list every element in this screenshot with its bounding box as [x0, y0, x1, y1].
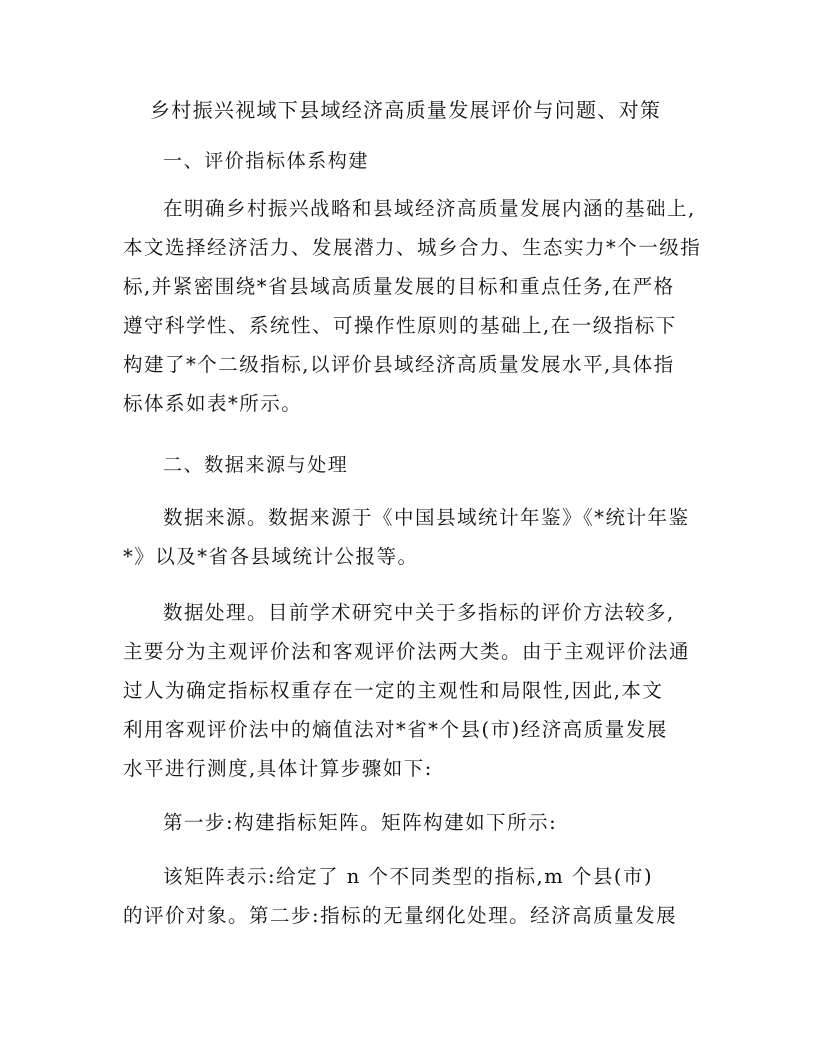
section-heading-evaluation-index-system: 一、评价指标体系构建	[163, 150, 370, 172]
paragraph-data-processing	[123, 593, 703, 788]
paragraph-line: 标,并紧密围绕*省县域高质量发展的目标和重点任务,在严格	[123, 275, 675, 298]
paragraph-index-system	[123, 189, 703, 423]
paragraph-line: 数据处理。目前学术研究中关于多指标的评价方法较多,	[163, 601, 675, 624]
paragraph-line: 水平进行测度,具体计算步骤如下:	[123, 757, 433, 780]
paragraph-line: 利用客观评价法中的熵值法对*省*个县(市)经济高质量发展	[123, 718, 668, 741]
paragraph-line: 过人为确定指标权重存在一定的主观性和局限性,因此,本文	[123, 679, 664, 702]
paragraph-line: 的评价对象。第二步:指标的无量纲化处理。经济高质量发展	[123, 904, 678, 927]
paragraph-line: 第一步:构建指标矩阵。矩阵构建如下所示:	[163, 811, 558, 834]
document-title: 乡村振兴视域下县域经济高质量发展评价与问题、对策	[150, 98, 662, 122]
paragraph-line: 数据来源。数据来源于《中国县域统计年鉴》《*统计年鉴	[163, 506, 690, 529]
paragraph-line: *》以及*省各县域统计公报等。	[123, 545, 419, 568]
paragraph-line: 主要分为主观评价法和客观评价法两大类。由于主观评价法通	[123, 640, 691, 663]
section-heading-data-source: 二、数据来源与处理	[163, 454, 349, 476]
paragraph-line: 构建了*个二级指标,以评价县域经济高质量发展水平,具体指	[123, 353, 675, 376]
paragraph-line: 在明确乡村振兴战略和县域经济高质量发展内涵的基础上,	[163, 197, 696, 220]
paragraph-line: 该矩阵表示:给定了 n 个不同类型的指标,m 个县(市)	[163, 865, 654, 888]
paragraph-matrix-note	[123, 857, 703, 935]
paragraph-data-source	[123, 498, 703, 576]
paragraph-line: 标体系如表*所示。	[123, 392, 303, 415]
paragraph-line: 本文选择经济活力、发展潜力、城乡合力、生态实力*个一级指	[123, 236, 702, 259]
paragraph-line: 遵守科学性、系统性、可操作性原则的基础上,在一级指标下	[123, 314, 677, 337]
paragraph-step-one	[123, 803, 703, 842]
